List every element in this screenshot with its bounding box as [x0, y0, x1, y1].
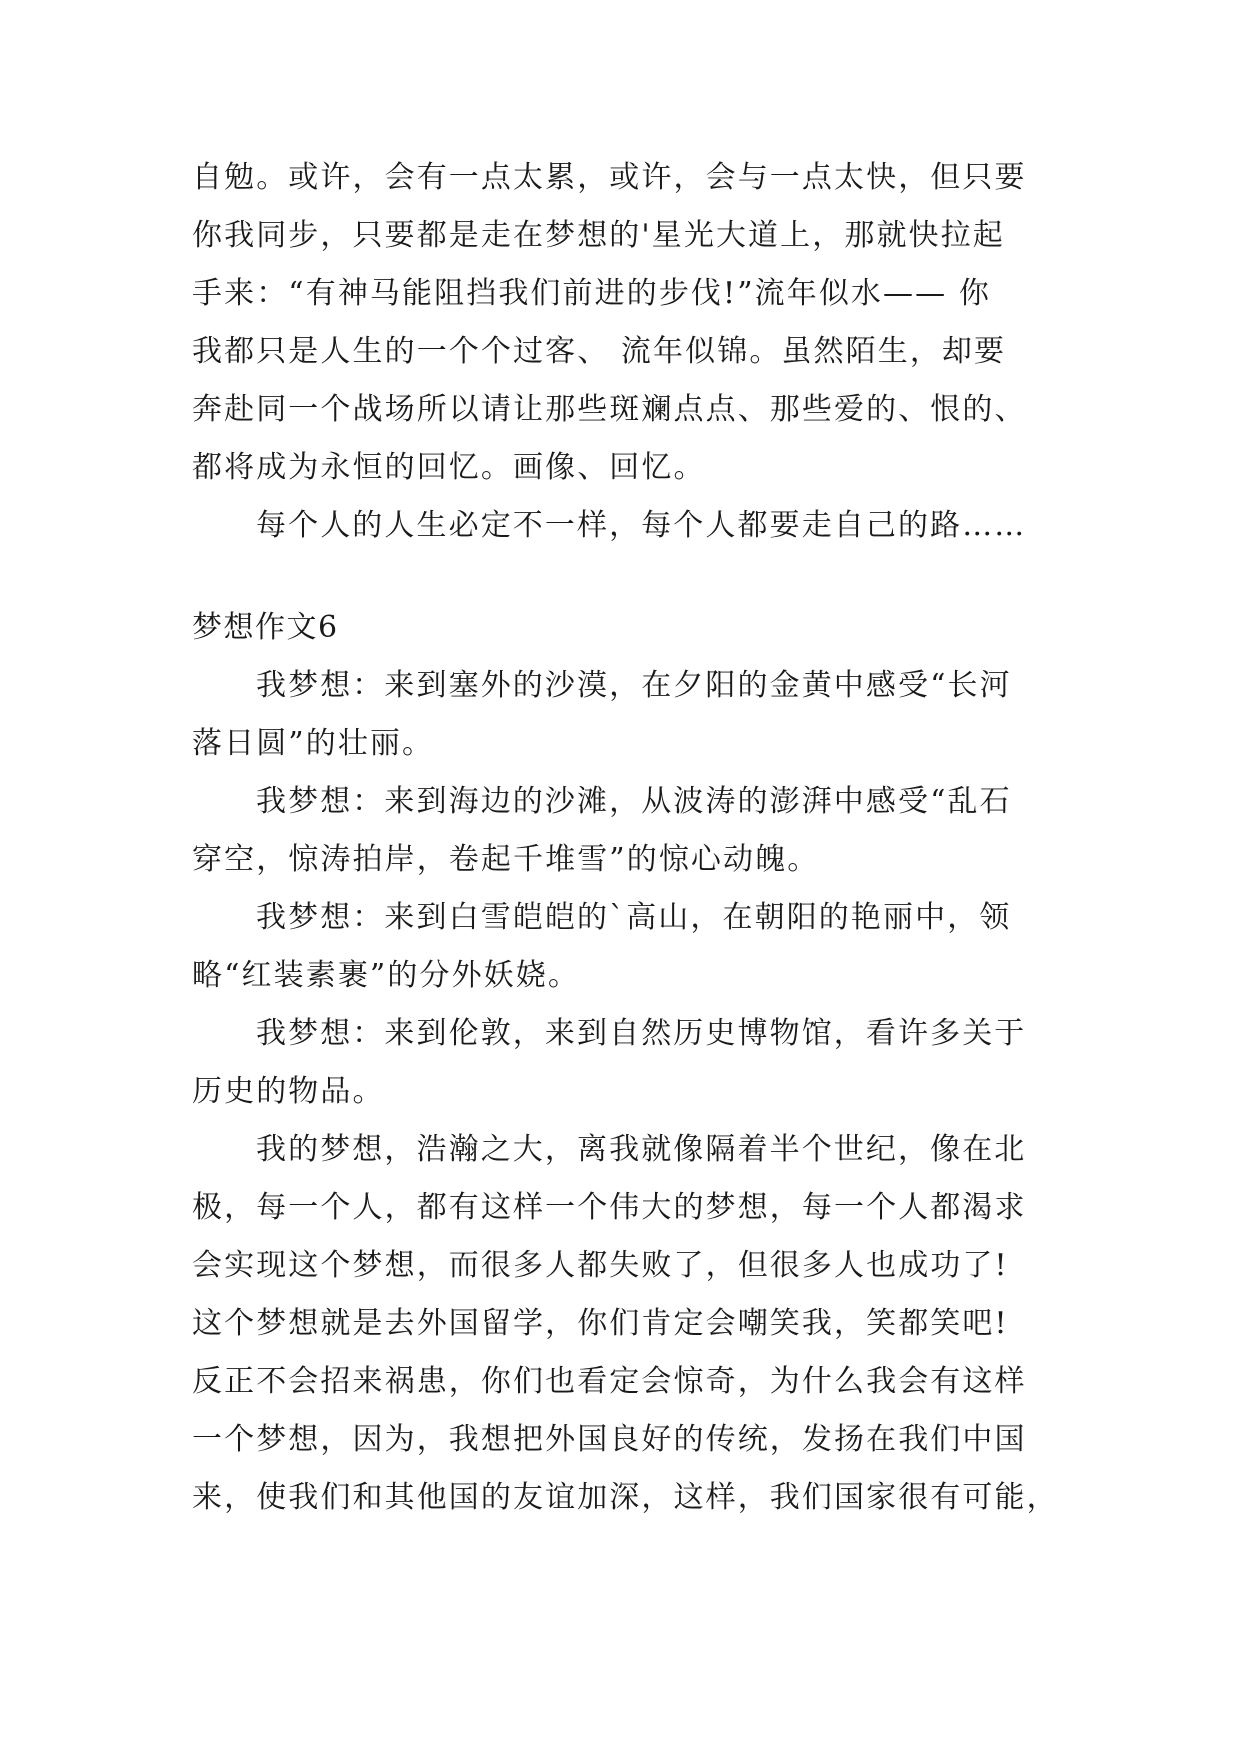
text-line: 我梦想：来到白雪皑皑的`高山，在朝阳的艳丽中，领 — [256, 900, 1012, 935]
text-line: 我梦想：来到伦敦，来到自然历史博物馆，看许多关于 — [256, 1016, 1027, 1051]
section-heading: 梦想作文6 — [192, 610, 339, 645]
text-line: 略“红装素裹”的分外妖娆。 — [192, 958, 580, 993]
text-line: 我都只是人生的一个个过客、 流年似锦。虽然陌生，却要 — [192, 334, 1007, 369]
text-line: 手来：“有神马能阻挡我们前进的步伐!”流年似水—— 你 — [192, 276, 991, 311]
text-line: 都将成为永恒的回忆。画像、回忆。 — [192, 450, 706, 485]
text-line: 我梦想：来到塞外的沙漠，在夕阳的金黄中感受“长河 — [256, 668, 1012, 703]
text-line: 来，使我们和其他国的友谊加深，这样，我们国家很有可能， — [192, 1480, 1059, 1515]
text-line: 我梦想：来到海边的沙滩，从波涛的澎湃中感受“乱石 — [256, 784, 1012, 819]
text-line: 反正不会招来祸患，你们也看定会惊奇，为什么我会有这样 — [192, 1364, 1027, 1399]
text-line: 我的梦想，浩瀚之大，离我就像隔着半个世纪，像在北 — [256, 1132, 1027, 1167]
text-line: 落日圆”的壮丽。 — [192, 726, 435, 761]
text-line: 每个人的人生必定不一样，每个人都要走自己的路…… — [256, 508, 1027, 543]
text-line: 自勉。或许，会有一点太累，或许，会与一点太快，但只要 — [192, 160, 1027, 195]
text-line: 极，每一个人，都有这样一个伟大的梦想，每一个人都渴求 — [192, 1190, 1027, 1225]
text-line: 一个梦想，因为，我想把外国良好的传统，发扬在我们中国 — [192, 1422, 1027, 1457]
text-line: 你我同步，只要都是走在梦想的'星光大道上，那就快拉起 — [192, 218, 1005, 253]
text-line: 奔赴同一个战场所以请让那些斑斓点点、那些爱的、恨的、 — [192, 392, 1027, 427]
text-line: 这个梦想就是去外国留学，你们肯定会嘲笑我，笑都笑吧! — [192, 1306, 1009, 1341]
text-line: 会实现这个梦想，而很多人都失败了，但很多人也成功了! — [192, 1248, 1009, 1283]
text-line: 历史的物品。 — [192, 1074, 385, 1109]
text-line: 穿空，惊涛拍岸，卷起千堆雪”的惊心动魄。 — [192, 842, 820, 877]
